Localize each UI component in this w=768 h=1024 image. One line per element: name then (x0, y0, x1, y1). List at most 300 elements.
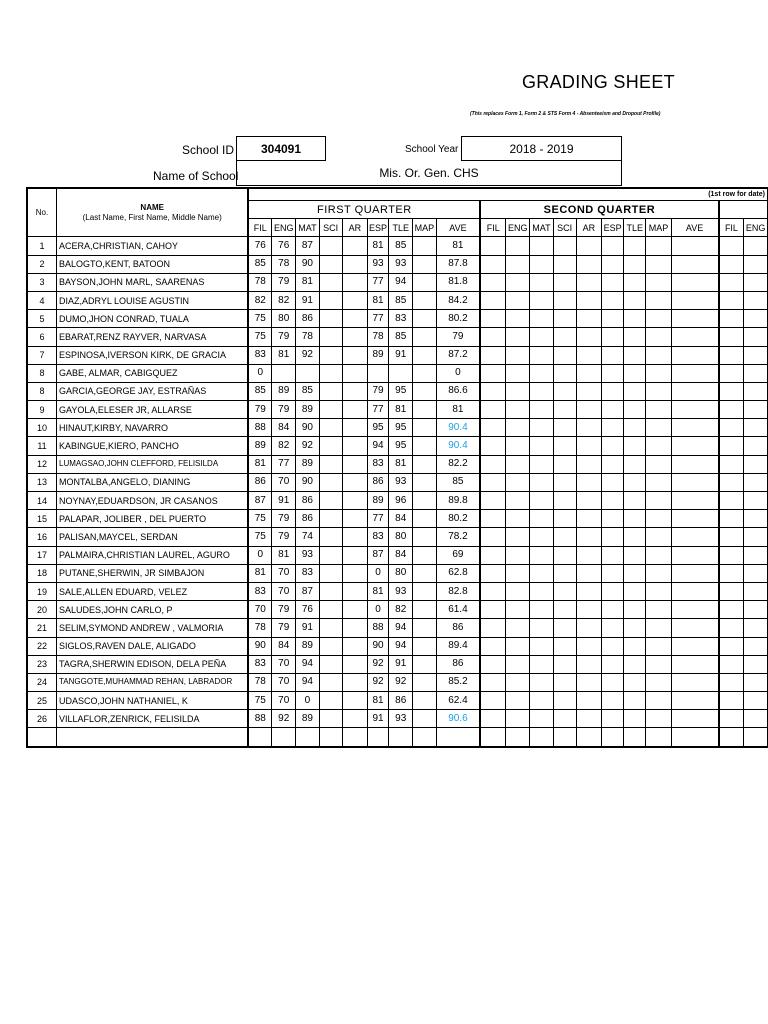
q1-grade (342, 328, 367, 346)
q1-grade: 87 (296, 582, 319, 600)
q2-grade (602, 255, 624, 273)
q2-grade (576, 492, 601, 510)
q2-subject-esp: ESP (602, 219, 624, 237)
row-number: 18 (27, 564, 57, 582)
q1-grade: 91 (389, 655, 413, 673)
q1-grade (342, 619, 367, 637)
q3-grade (719, 291, 744, 309)
q2-grade (576, 637, 601, 655)
q1-grade: 80 (389, 528, 413, 546)
q2-grade (576, 401, 601, 419)
q1-grade (413, 401, 436, 419)
q2-grade (671, 291, 718, 309)
q3-subject-eng: ENG (744, 219, 768, 237)
q2-grade (506, 528, 530, 546)
q1-grade (319, 437, 342, 455)
q2-grade (624, 437, 646, 455)
q2-grade (506, 673, 530, 691)
school-id-label: School ID (182, 143, 235, 157)
q1-grade: 70 (272, 564, 296, 582)
q1-grade (342, 237, 367, 255)
q2-grade (646, 546, 671, 564)
q2-grade (602, 546, 624, 564)
q1-grade (413, 237, 436, 255)
q2-grade (576, 601, 601, 619)
q2-grade (553, 328, 576, 346)
q2-grade (646, 655, 671, 673)
q3-grade (719, 346, 744, 364)
q2-grade (576, 673, 601, 691)
q1-grade: 81 (272, 546, 296, 564)
q1-grade: 95 (389, 419, 413, 437)
student-row (27, 492, 768, 510)
row-number: 15 (27, 510, 57, 528)
q2-grade (671, 582, 718, 600)
q2-grade (602, 473, 624, 491)
q2-grade (671, 273, 718, 291)
q1-average: 61.4 (436, 601, 480, 619)
q1-grade: 85 (248, 255, 271, 273)
q2-grade (646, 328, 671, 346)
q3-grade (719, 455, 744, 473)
q2-grade (646, 582, 671, 600)
student-name: DIAZ,ADRYL LOUISE AGUSTIN (57, 291, 249, 309)
row-number: 14 (27, 492, 57, 510)
q2-grade (506, 710, 530, 728)
student-row (27, 546, 768, 564)
q2-grade (624, 328, 646, 346)
q1-grade (319, 619, 342, 637)
q1-grade: 76 (272, 237, 296, 255)
student-row (27, 255, 768, 273)
q2-grade (671, 419, 718, 437)
q2-grade (576, 692, 601, 710)
q3-grade (744, 455, 768, 473)
q2-grade (553, 255, 576, 273)
q2-grade (671, 473, 718, 491)
q2-grade (530, 382, 553, 400)
q1-grade (413, 564, 436, 582)
q1-grade (319, 328, 342, 346)
student-name: SIGLOS,RAVEN DALE, ALIGADO (57, 637, 249, 655)
q2-grade (624, 546, 646, 564)
q1-grade: 82 (272, 437, 296, 455)
row-number: 8 (27, 364, 57, 382)
q2-subject-fil: FIL (480, 219, 505, 237)
q3-grade (744, 673, 768, 691)
q1-grade: 79 (272, 528, 296, 546)
q1-grade (342, 510, 367, 528)
q1-grade: 78 (248, 673, 271, 691)
row-number: 23 (27, 655, 57, 673)
q3-grade (719, 328, 744, 346)
student-name: GAYOLA,ELESER JR, ALLARSE (57, 401, 249, 419)
q1-average: 87.8 (436, 255, 480, 273)
q2-grade (530, 473, 553, 491)
q1-grade: 80 (389, 564, 413, 582)
row-number: 1 (27, 237, 57, 255)
q2-grade (671, 601, 718, 619)
empty-cell (671, 728, 718, 747)
q3-grade (744, 364, 768, 382)
row-number: 24 (27, 673, 57, 691)
student-name: SELIM,SYMOND ANDREW , VALMORIA (57, 619, 249, 637)
page-title: GRADING SHEET (522, 72, 675, 92)
q1-grade (342, 564, 367, 582)
q1-grade: 82 (389, 601, 413, 619)
q1-grade: 95 (389, 437, 413, 455)
q2-grade (506, 255, 530, 273)
q2-grade (624, 637, 646, 655)
q2-grade (624, 419, 646, 437)
q1-grade (413, 273, 436, 291)
q3-grade (719, 673, 744, 691)
q2-grade (576, 510, 601, 528)
q2-grade (671, 492, 718, 510)
third-quarter-header (719, 201, 768, 219)
q1-grade: 81 (389, 401, 413, 419)
row-number: 9 (27, 401, 57, 419)
q1-grade (319, 492, 342, 510)
q2-grade (602, 455, 624, 473)
q2-subject-tle: TLE (624, 219, 646, 237)
q1-grade: 90 (248, 637, 271, 655)
q2-grade (576, 473, 601, 491)
q1-grade: 84 (389, 510, 413, 528)
q2-grade (506, 619, 530, 637)
q2-grade (646, 510, 671, 528)
q1-grade (319, 237, 342, 255)
q1-grade: 96 (389, 492, 413, 510)
q2-grade (553, 655, 576, 673)
q1-grade: 88 (368, 619, 389, 637)
q1-subject-tle: TLE (389, 219, 413, 237)
q1-grade: 89 (368, 492, 389, 510)
q1-grade: 81 (368, 237, 389, 255)
q2-grade (553, 582, 576, 600)
student-row (27, 637, 768, 655)
q1-grade: 81 (368, 291, 389, 309)
q1-grade: 89 (296, 637, 319, 655)
row-number: 12 (27, 455, 57, 473)
empty-cell (436, 728, 480, 747)
q2-grade (480, 291, 505, 309)
q2-grade (602, 601, 624, 619)
q1-grade: 0 (296, 692, 319, 710)
q1-grade: 83 (296, 564, 319, 582)
q1-grade: 76 (296, 601, 319, 619)
q2-grade (506, 492, 530, 510)
empty-cell (506, 728, 530, 747)
student-row (27, 582, 768, 600)
q1-average: 62.4 (436, 692, 480, 710)
q1-grade (319, 710, 342, 728)
q2-grade (624, 601, 646, 619)
q1-grade (342, 291, 367, 309)
q2-grade (530, 455, 553, 473)
q2-subject-ar: AR (576, 219, 601, 237)
q3-grade (719, 710, 744, 728)
q2-grade (671, 401, 718, 419)
q2-grade (624, 401, 646, 419)
q1-grade: 70 (248, 601, 271, 619)
q2-grade (624, 510, 646, 528)
student-name: PALAPAR, JOLIBER , DEL PUERTO (57, 510, 249, 528)
row-number: 8 (27, 382, 57, 400)
q1-grade (342, 655, 367, 673)
empty-cell (342, 728, 367, 747)
q2-grade (553, 673, 576, 691)
q1-grade (319, 255, 342, 273)
empty-cell (624, 728, 646, 747)
q1-grade: 86 (296, 510, 319, 528)
q1-grade: 89 (368, 346, 389, 364)
empty-cell (480, 728, 505, 747)
q1-average: 87.2 (436, 346, 480, 364)
q2-grade (530, 364, 553, 382)
q2-grade (624, 291, 646, 309)
q1-grade (342, 582, 367, 600)
q2-grade (553, 528, 576, 546)
q1-grade: 83 (248, 346, 271, 364)
q2-grade (602, 401, 624, 419)
q1-grade: 79 (272, 401, 296, 419)
q2-grade (506, 601, 530, 619)
student-row (27, 601, 768, 619)
q1-grade: 78 (248, 619, 271, 637)
q1-grade: 89 (296, 710, 319, 728)
q2-grade (646, 346, 671, 364)
q1-average: 79 (436, 328, 480, 346)
q2-grade (602, 382, 624, 400)
row-number: 2 (27, 255, 57, 273)
q2-grade (480, 328, 505, 346)
q2-grade (530, 401, 553, 419)
q2-grade (624, 364, 646, 382)
q2-grade (576, 455, 601, 473)
student-name: KABINGUE,KIERO, PANCHO (57, 437, 249, 455)
empty-cell (413, 728, 436, 747)
q1-grade: 86 (368, 473, 389, 491)
q1-grade (296, 364, 319, 382)
row-number: 13 (27, 473, 57, 491)
q2-grade (624, 673, 646, 691)
q3-grade (744, 255, 768, 273)
q3-grade (719, 619, 744, 637)
student-row (27, 310, 768, 328)
q2-grade (553, 492, 576, 510)
q2-grade (530, 528, 553, 546)
q1-average: 80.2 (436, 310, 480, 328)
q2-grade (530, 546, 553, 564)
empty-cell (389, 728, 413, 747)
q2-grade (506, 692, 530, 710)
q1-grade: 79 (272, 273, 296, 291)
q1-grade: 95 (389, 382, 413, 400)
q1-grade: 0 (368, 601, 389, 619)
q1-average: 81 (436, 237, 480, 255)
row-number: 7 (27, 346, 57, 364)
q1-grade (413, 419, 436, 437)
q2-grade (576, 546, 601, 564)
q2-grade (530, 346, 553, 364)
student-name: NOYNAY,EDUARDSON, JR CASANOS (57, 492, 249, 510)
q1-grade: 77 (272, 455, 296, 473)
empty-cell (576, 728, 601, 747)
q3-grade (744, 655, 768, 673)
q1-grade: 92 (272, 710, 296, 728)
row-number: 4 (27, 291, 57, 309)
q1-grade: 86 (248, 473, 271, 491)
q1-average: 78.2 (436, 528, 480, 546)
q2-grade (624, 492, 646, 510)
q2-grade (671, 673, 718, 691)
q1-grade (319, 673, 342, 691)
q2-grade (671, 637, 718, 655)
q1-grade: 78 (272, 255, 296, 273)
q1-average: 86 (436, 655, 480, 673)
q1-grade: 91 (296, 291, 319, 309)
q2-grade (624, 619, 646, 637)
q3-grade (744, 328, 768, 346)
q2-grade (480, 237, 505, 255)
q1-grade: 76 (248, 237, 271, 255)
q1-grade (413, 346, 436, 364)
q2-grade (553, 437, 576, 455)
q2-grade (530, 510, 553, 528)
q1-grade: 79 (272, 601, 296, 619)
q2-grade (506, 564, 530, 582)
student-row (27, 401, 768, 419)
q2-grade (506, 473, 530, 491)
q2-grade (624, 255, 646, 273)
q2-grade (553, 401, 576, 419)
q1-grade (319, 401, 342, 419)
q1-grade (319, 364, 342, 382)
q2-grade (480, 419, 505, 437)
q1-grade (319, 473, 342, 491)
q2-grade (576, 328, 601, 346)
student-name: GARCIA,GEORGE JAY, ESTRAÑAS (57, 382, 249, 400)
q2-grade (506, 401, 530, 419)
q2-grade (553, 473, 576, 491)
q2-grade (480, 510, 505, 528)
q2-grade (480, 564, 505, 582)
q2-grade (506, 437, 530, 455)
q3-grade (719, 492, 744, 510)
q2-grade (602, 692, 624, 710)
q1-grade (319, 310, 342, 328)
q2-grade (506, 273, 530, 291)
q1-grade: 88 (248, 419, 271, 437)
q1-grade (342, 382, 367, 400)
q3-grade (719, 655, 744, 673)
q2-grade (671, 437, 718, 455)
q3-grade (719, 364, 744, 382)
q1-average: 0 (436, 364, 480, 382)
student-row (27, 619, 768, 637)
q1-grade: 83 (389, 310, 413, 328)
q2-grade (553, 455, 576, 473)
q2-grade (480, 273, 505, 291)
q1-grade (319, 582, 342, 600)
q3-grade (744, 692, 768, 710)
q2-grade (671, 619, 718, 637)
q2-grade (530, 673, 553, 691)
q2-grade (646, 528, 671, 546)
q1-average: 82.2 (436, 455, 480, 473)
q1-grade (413, 582, 436, 600)
q2-grade (646, 619, 671, 637)
q2-grade (506, 382, 530, 400)
student-name: PALISAN,MAYCEL, SERDAN (57, 528, 249, 546)
student-name: DUMO,JHON CONRAD, TUALA (57, 310, 249, 328)
student-row (27, 291, 768, 309)
q3-grade (744, 582, 768, 600)
q2-grade (646, 401, 671, 419)
q3-grade (719, 564, 744, 582)
student-row (27, 710, 768, 728)
form-note: (This replaces Form 1, Form 2 & STS Form 4 - Absenteeism and Dropout Profile) (470, 111, 661, 117)
q2-grade (624, 710, 646, 728)
q1-grade: 70 (272, 655, 296, 673)
q2-grade (530, 273, 553, 291)
q2-grade (506, 419, 530, 437)
empty-cell (553, 728, 576, 747)
q2-grade (671, 237, 718, 255)
q1-grade: 70 (272, 582, 296, 600)
q1-subject-mat: MAT (296, 219, 319, 237)
q1-grade (319, 273, 342, 291)
student-row (27, 455, 768, 473)
q2-grade (553, 291, 576, 309)
q1-grade (319, 419, 342, 437)
q2-grade (553, 419, 576, 437)
q1-grade (389, 364, 413, 382)
student-name: BALOGTO,KENT, BATOON (57, 255, 249, 273)
q1-grade: 85 (248, 382, 271, 400)
q2-grade (646, 291, 671, 309)
q1-grade (319, 291, 342, 309)
empty-cell (296, 728, 319, 747)
q1-grade: 94 (296, 673, 319, 691)
q2-grade (506, 637, 530, 655)
q1-grade (413, 310, 436, 328)
row-number: 3 (27, 273, 57, 291)
q1-grade: 90 (368, 637, 389, 655)
q1-grade: 70 (272, 692, 296, 710)
q2-grade (646, 601, 671, 619)
first-quarter-header: FIRST QUARTER (248, 201, 480, 219)
q2-grade (646, 237, 671, 255)
q2-grade (602, 582, 624, 600)
q1-grade: 88 (248, 710, 271, 728)
q2-grade (480, 619, 505, 637)
q1-grade: 80 (272, 310, 296, 328)
q2-grade (506, 346, 530, 364)
q2-grade (576, 528, 601, 546)
q1-grade: 92 (368, 655, 389, 673)
q2-grade (602, 328, 624, 346)
q2-grade (553, 692, 576, 710)
q1-grade: 89 (296, 455, 319, 473)
student-name: PALMAIRA,CHRISTIAN LAUREL, AGURO (57, 546, 249, 564)
q2-grade (530, 582, 553, 600)
q2-grade (480, 546, 505, 564)
q1-grade: 81 (272, 346, 296, 364)
q1-grade: 86 (296, 492, 319, 510)
student-name: ACERA,CHRISTIAN, CAHOY (57, 237, 249, 255)
